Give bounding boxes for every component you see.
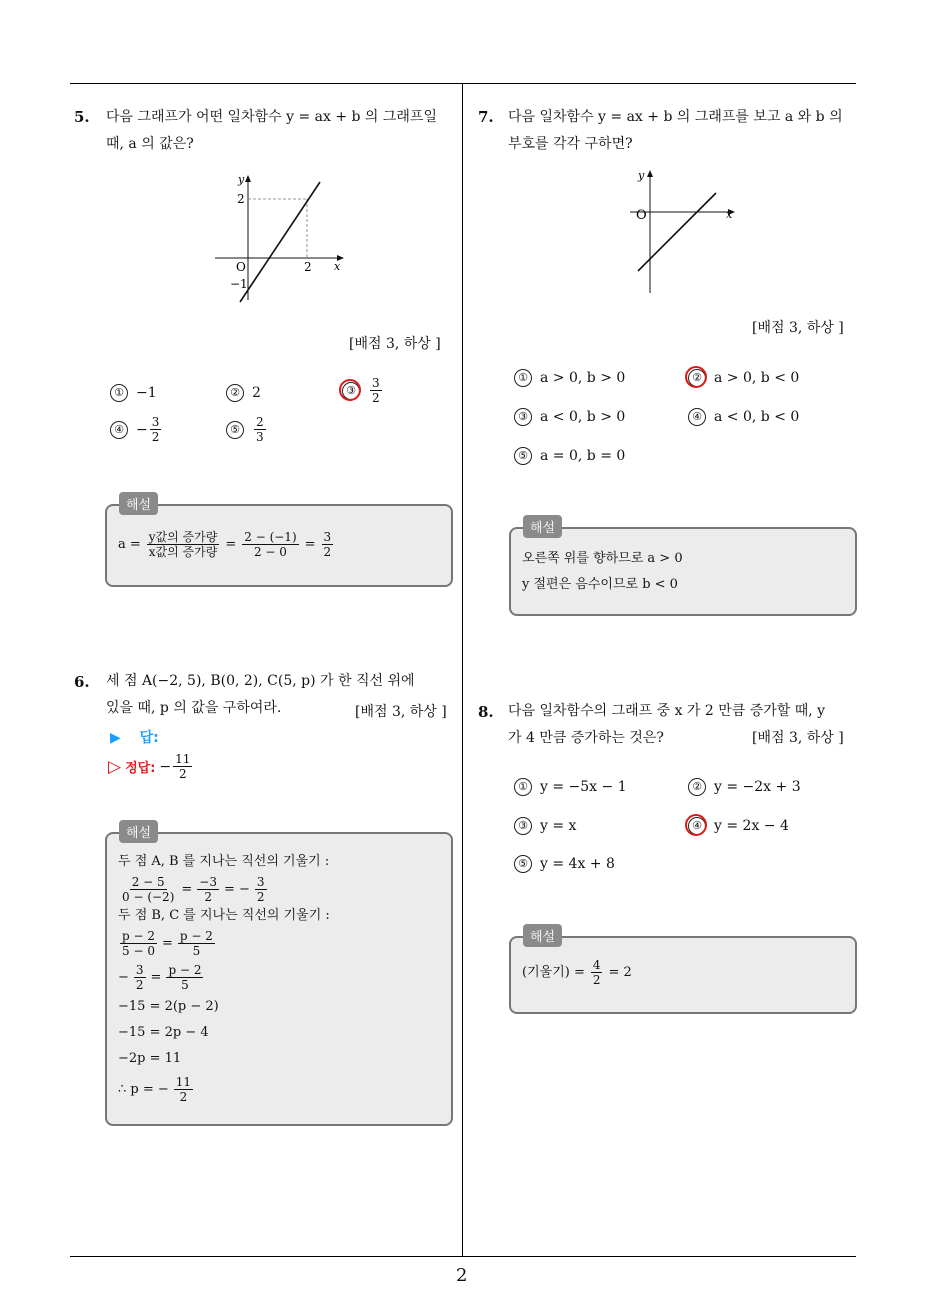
q7-solution: 오른쪽 위를 향하므로 a > 0 y 절편은 음수이므로 b < 0: [522, 551, 683, 592]
q8-choice-4[interactable]: [688, 817, 789, 835]
choice-mark: ⑤: [226, 421, 244, 439]
choice-text: y = −2x + 3: [714, 779, 801, 795]
choice-mark: ④: [688, 817, 706, 835]
choice-mark: ⑤: [514, 855, 532, 873]
outline-arrow-icon: ▷: [108, 756, 122, 777]
choice-mark: ④: [110, 421, 128, 439]
q8-solution-tag: 해설: [523, 924, 562, 947]
choice-mark: ⑤: [514, 447, 532, 465]
q5-points: [배점 3, 하상 ]: [349, 336, 441, 352]
q6-text-line1: 세 점 A(−2, 5), B(0, 2), C(5, p) 가 한 직선 위에: [106, 673, 415, 689]
choice-text: y = 2x − 4: [714, 818, 789, 834]
q6-points: [배점 3, 하상 ]: [355, 704, 447, 720]
choice-fraction: $\frac{3}{2}$: [372, 376, 380, 405]
choice-mark: ①: [514, 369, 532, 387]
choice-text: a > 0, b > 0: [540, 370, 626, 386]
q5-choice-1[interactable]: [110, 384, 157, 402]
q7-graph: [625, 165, 740, 300]
q8-choice-3[interactable]: [514, 817, 576, 835]
choice-mark: ③: [514, 408, 532, 426]
q5-text: [106, 104, 456, 158]
q6-solution-tag: 해설: [119, 820, 158, 843]
q5-graph-origin: O: [236, 260, 246, 274]
q5-text-line2: 때, a 의 값은?: [106, 136, 194, 152]
q5-graph: [210, 170, 350, 310]
choice-text: 2: [252, 385, 261, 401]
q5-choice-2[interactable]: [226, 384, 261, 402]
choice-text: a > 0, b < 0: [714, 370, 800, 386]
q7-graph-origin: O: [636, 208, 647, 223]
choice-mark: ①: [514, 778, 532, 796]
q6-text-line2: 있을 때, p 의 값을 구하여라.: [106, 700, 282, 716]
q7-points: [배점 3, 하상 ]: [752, 320, 844, 336]
correct-label: 정답:: [125, 761, 156, 776]
selected-answer-circle: [339, 379, 361, 401]
q7-choice-2[interactable]: [688, 369, 799, 387]
q6-answer-row: [110, 727, 159, 747]
q5-graph-y-neg: −1: [230, 277, 248, 291]
bottom-rule: [70, 1256, 856, 1257]
column-divider: [462, 83, 463, 1257]
q6-correct-row: ▷ 정답: − $\frac{11}{2}$: [108, 752, 191, 781]
q5-choice-3[interactable]: [342, 376, 384, 405]
q6-solution: 두 점 A, B 를 지나는 직선의 기울기 : $\frac{2 - 5}{0 - (-2)}$ = $\frac{-3}{2}$ = − $\frac{3}{2}$ 두 점 B, C 를 지나는 직선의 기울기 : $\frac{p - 2}{5 - 0}$ = $\frac{p - 2}{5}$ − $\frac{3}{2}$ = $\frac{p - 2}{5}$ −15 = 2(p − 2) −15 = 2p − 4 −2p = 11 ∴ p = − $\frac{11}{2}$: [118, 854, 330, 1104]
q7-text-line1: 다음 일차함수 y = ax + b 의 그래프를 보고 a 와 b 의: [508, 109, 843, 125]
q5-choice-4[interactable]: ④ − $\frac{3}{2}$: [110, 415, 163, 444]
choice-mark: ②: [688, 369, 706, 387]
q8-choice-5[interactable]: [514, 855, 615, 873]
choice-text: −1: [136, 385, 157, 401]
choice-fraction: $\frac{2}{3}$: [256, 415, 264, 444]
choice-mark: ②: [226, 384, 244, 402]
q8-solution: (기울기) = $\frac{4}{2}$ = 2: [522, 958, 632, 987]
q5-number: 5.: [74, 108, 90, 126]
choice-text: y = x: [540, 818, 577, 834]
q8-points: [배점 3, 하상 ]: [752, 730, 844, 746]
q5-graph-x-tick: 2: [304, 260, 312, 274]
q7-solution-tag: 해설: [523, 515, 562, 538]
q7-choice-5[interactable]: [514, 447, 625, 465]
q5-graph-y-tick: 2: [237, 192, 245, 206]
q7-text-line2: 부호를 각각 구하면?: [508, 136, 633, 152]
q8-text-line1: 다음 일차함수의 그래프 중 x 가 2 만큼 증가할 때, y: [508, 703, 826, 719]
answer-label: 답:: [139, 730, 159, 746]
q5-choice-5[interactable]: [226, 415, 268, 444]
q7-graph-x-label: x: [726, 208, 733, 221]
q7-choice-3[interactable]: [514, 408, 625, 426]
choice-text: a = 0, b = 0: [540, 448, 626, 464]
q8-number: 8.: [478, 703, 494, 721]
q5-solution: a = $\frac{\text{y값의 증가량}}{\text{x값의 증가량}}$ = $\frac{2 - (-1)}{2 - 0}$ = $\frac{3}{2}$: [118, 530, 332, 559]
page-number: 2: [456, 1265, 468, 1286]
choice-mark: ②: [688, 778, 706, 796]
top-rule: [70, 83, 856, 84]
q8-choice-2[interactable]: [688, 778, 801, 796]
q8-choice-1[interactable]: [514, 778, 627, 796]
choice-fraction: $\frac{3}{2}$: [151, 415, 160, 444]
choice-text: y = 4x + 8: [540, 856, 615, 872]
q7-choice-1[interactable]: [514, 369, 625, 387]
play-icon: ▶: [110, 730, 121, 746]
q7-graph-y-label: y: [638, 169, 645, 182]
q7-text: [508, 104, 860, 158]
q5-graph-x-label: x: [334, 260, 341, 273]
selected-answer-circle: [685, 814, 707, 836]
q5-text-line1: 다음 그래프가 어떤 일차함수 y = ax + b 의 그래프일: [106, 109, 437, 125]
choice-mark: ④: [688, 408, 706, 426]
choice-text: a < 0, b < 0: [714, 409, 800, 425]
choice-text: y = −5x − 1: [540, 779, 627, 795]
choice-mark: ③: [514, 817, 532, 835]
choice-mark: ③: [342, 382, 360, 400]
choice-text: a < 0, b > 0: [540, 409, 626, 425]
q8-text-line2: 가 4 만큼 증가하는 것은?: [508, 730, 664, 746]
q5-solution-tag: 해설: [119, 492, 158, 515]
choice-mark: ①: [110, 384, 128, 402]
q6-number: 6.: [74, 673, 90, 691]
correct-value: $\frac{11}{2}$: [175, 752, 191, 781]
q7-number: 7.: [478, 108, 494, 126]
selected-answer-circle: [685, 366, 707, 388]
q7-choice-4[interactable]: [688, 408, 799, 426]
q5-graph-y-label: y: [238, 173, 245, 186]
